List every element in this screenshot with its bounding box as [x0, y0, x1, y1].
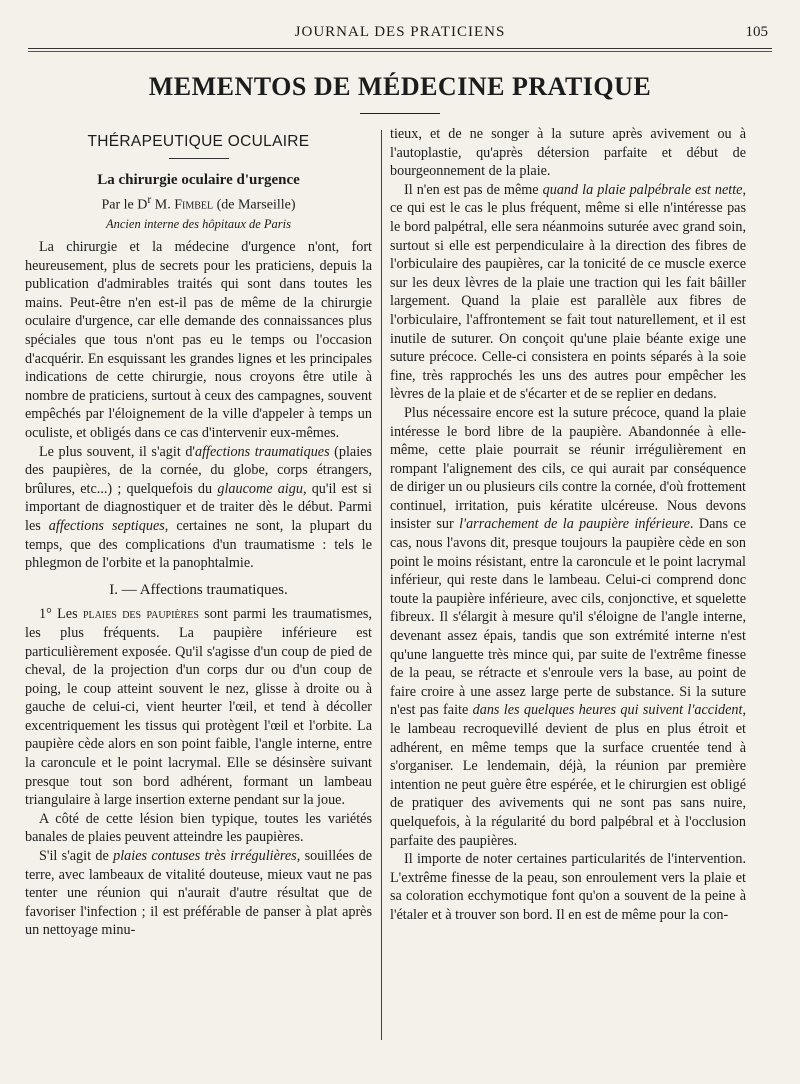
author-place: (de Marseille) — [213, 197, 296, 213]
section-rule — [169, 158, 229, 159]
article-title: La chirurgie oculaire d'urgence — [97, 171, 300, 188]
running-header — [28, 20, 772, 48]
italic-run: l'arrachement de la paupière inférieure — [459, 516, 690, 533]
text-run: 1° Les — [39, 606, 83, 623]
byline-prefix: Par le D — [101, 197, 148, 213]
text-run: sont parmi les traumatismes, les plus fréquents. La paupière inférieure est particulièrement exposée. Qu'il s'agisse d'un coup de pied de cheval, de la projection d'un corps dur ou d'un coup de poing, le coup atteint souvent le nez, glisse à droite ou à gauche de celui-ci, vient heurter l'œil, et tend à décoller excentriquement les tissus qui protègent l'œil et l'orbite. La paupière cède alors en son point faible, l'angle interne, entre la caroncule et le point lacrymal. Elle se désinsère suivant presque tout son bord adhérent, formant un lambeau triangulaire à large insertion externe pendant sur la joue. — [25, 606, 372, 809]
header-rule — [28, 48, 772, 49]
journal-title: JOURNAL DES PRATICIENS — [294, 24, 506, 40]
text-run: Plus nécessaire encore est la suture précoce, quand la plaie intéresse le bord libre de la paupière. Abandonnée à elle-même, cette plaie pourrait se réunir irrégulièrement en rompant l'alignement des cils, ce qui aurait par conséquence de diriger un ou plusieurs cils contre la cornée, d'où frottement continuel, irritation, puis kératite ulcéreuse. Nous devons insister sur — [390, 404, 746, 533]
text-run: , ce qui est le cas le plus fréquent, même si elle n'intéresse pas le bord palpétral, elle sera néanmoins suturée avec grand soin, surtout si elle est perpendiculaire à la direction des fibres de l'orbiculaire des paupières, car la tonicité de ce muscle exerce sur les deux lèvres de la plaie une traction qui les fait bâiller largement. Quand la plaie est parallèle aux fibres de l'orbiculaire, l'affrontement se fait tout naturellement, et il est inutile de suturer. On conçoit qu'une plaie béante exige une suture précoce. Celle-ci consistera en points séparés à la soie fine, très rapprochés les uns des autres pour empêcher les lèvres de la plaie et de s'écarter et de se replier en dedans. — [390, 181, 746, 403]
page-number: 105 — [745, 24, 768, 40]
paragraph: tieux, et de ne songer à la suture après avivement ou à l'autoplastie, qu'après détersion parfaite et début de bourgeonnement de la plaie. — [390, 126, 746, 180]
italic-run: quand la plaie palpébrale est nette — [542, 181, 743, 198]
text-run: (plaies des paupières, de la cornée, du globe, corps étrangers, brûlures, etc...) ; quelquefois du — [25, 443, 372, 497]
text-run: Il n'en est pas de même — [404, 181, 543, 198]
italic-run: affections traumatiques — [195, 443, 330, 460]
right-column — [390, 125, 746, 925]
italic-run: dans les quelques heures qui suivent l'accident — [472, 702, 743, 719]
smallcaps-run: plaies des paupières — [82, 606, 199, 623]
text-run: S'il s'agit de — [39, 848, 114, 865]
paragraph — [25, 847, 372, 940]
text-run: . Dans ce cas, nous l'avons dit, presque toujours la paupière cède en son point le moins résistant, entre la caroncule et le point lacrymal inférieur, qui reste dans le lambeau. Celui-ci comprend donc toute la paupière inférieure, avec cils, conjonctive, et squelette fibreux. Il s'élargit à mesure qu'il s'éloigne de l'angle interne, devenant assez épais, tandis que son extrémité interne n'est qu'une languette très mince qui, par suite de l'extrême finesse de la peau, se rétracte et s'enroule vers la base, au point de faire croire à une assez large perte de substance. Si la suture n'est pas faite — [390, 516, 746, 719]
title-rule — [360, 113, 440, 114]
author-affiliation: Ancien interne des hôpitaux de Paris — [105, 217, 292, 232]
italic-run: affections septiques — [48, 517, 165, 534]
paragraph — [390, 181, 746, 404]
author-name: M. Fimbel — [151, 197, 214, 213]
byline-sup: r — [147, 193, 152, 207]
paragraph: A côté de cette lésion bien typique, toutes les variétés banales de plaies peuvent atteindre les paupières. — [25, 810, 372, 846]
italic-run: plaies contuses très irrégulières — [113, 848, 297, 865]
column-divider — [381, 130, 382, 1040]
paragraph: Il importe de noter certaines particularités de l'intervention. L'extrême finesse de la peau, son enroulement vers la plaie et sa coloration ecchymotique font qu'on a souvent de la peine à l'étaler et à trouver son bord. Il en est de même pour la con- — [390, 851, 746, 923]
section-heading: THÉRAPEUTIQUE OCULAIRE — [87, 133, 310, 150]
paragraph — [25, 605, 372, 810]
subsection-number: I. — — [109, 581, 140, 598]
left-column — [25, 125, 372, 940]
byline — [25, 191, 372, 215]
text-run: , certaines ne sont, la plupart du temps, que des complications d'un traumatisme : tels le phlegmon de l'orbite et la panophtalmie. — [25, 517, 372, 572]
paragraph — [390, 404, 746, 850]
text-run: , souillées de terre, avec lambeaux de vitalité douteuse, mieux vaut ne pas tenter une réunion qui n'aurait d'autre résultat que de favoriser l'infection ; il est préférable de panser à plat après un nettoyage minu- — [25, 848, 372, 939]
text-run: , qu'il est si important de diagnostiquer et de traiter dès le début. Parmi les — [25, 480, 372, 534]
paragraph: La chirurgie et la médecine d'urgence n'ont, fort heureusement, plus de secrets pour les praticiens, depuis la publication d'admirables traités qui sont dans toutes les mains. Peut-être n'en est-il pas de même de la chirurgie oculaire d'urgence, car elle demande des connaissances plus spéciales que tous n'ont pas eu le temps ou l'occasion d'acquérir. En esquissant les grandes lignes et les principales indications de cette chirurgie, nous croyons être utile à nombre de praticiens, surtout à ceux des campagnes, souvent empêchés par l'éloignement de la ville d'appeler à temps un oculiste, et obligés dans ce cas d'intervenir eux-mêmes. — [25, 239, 372, 441]
main-title: MEMENTOS DE MÉDECINE PRATIQUE — [148, 72, 652, 101]
text-run: , le lambeau recroquevillé devient de plus en plus étroit et adhérent, en même temps que la surface cruentée tend à s'organiser. Le lendemain, déjà, la réunion par première intention ne peut guère être espérée, et le chirurgien est obligé de pratiquer des avivements qui ne sont pas sans nuire, quelquefois, à la régularité du bord palpébral et à l'occlusion parfaite des paupières. — [390, 702, 746, 849]
paragraph — [25, 443, 372, 573]
header-rule-thin — [28, 51, 772, 52]
subsection-heading — [25, 581, 372, 600]
subsection-title: Affections traumatiques. — [139, 581, 288, 598]
italic-run: glaucome aigu — [217, 480, 303, 497]
text-run: Le plus souvent, il s'agit d' — [39, 443, 195, 460]
